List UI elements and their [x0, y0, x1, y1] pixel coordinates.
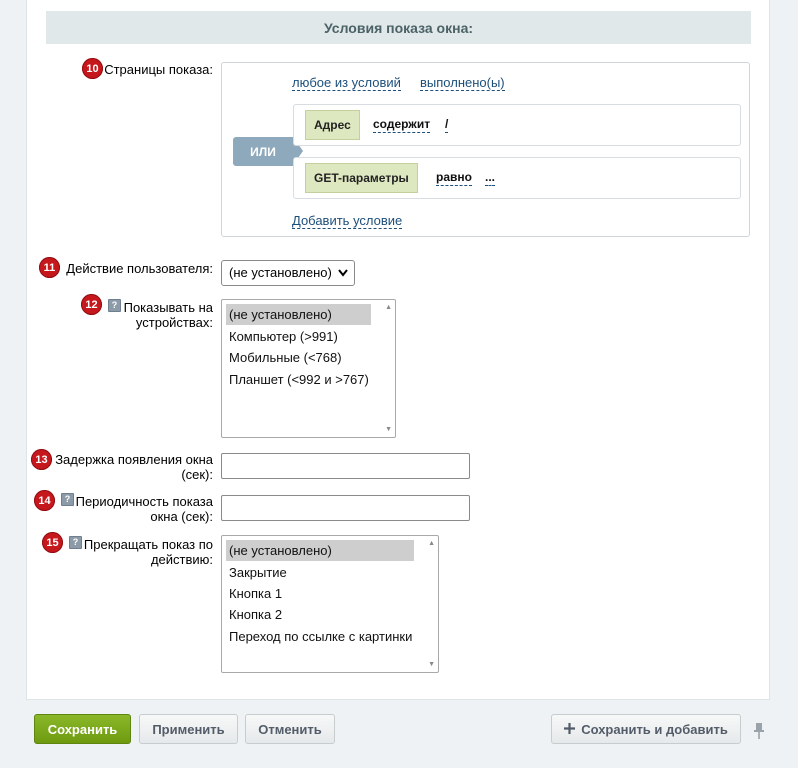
list-option[interactable]: (не установлено) [226, 540, 414, 561]
period-label-line1: Периодичность показа [75, 494, 213, 509]
list-option[interactable]: Кнопка 1 [229, 586, 283, 601]
scroll-up-icon[interactable]: ▲ [385, 304, 392, 311]
condition-field[interactable]: Адрес [305, 110, 360, 140]
mode-any-link[interactable]: любое из условий [292, 75, 401, 90]
plus-icon [564, 722, 575, 737]
period-label [70, 494, 213, 524]
devices-label-line1: Показывать на [123, 300, 213, 315]
stop-action-label-line2: действию: [150, 552, 213, 567]
stop-action-label-line1: Прекращать показ по [83, 537, 213, 552]
delay-label-line2: (сек): [181, 467, 213, 482]
step-badge-15: 15 [42, 532, 63, 553]
user-action-label: Действие пользователя: [66, 261, 213, 276]
step-badge-13: 13 [31, 449, 52, 470]
condition-field[interactable]: GET-параметры [305, 163, 418, 193]
delay-label [50, 452, 213, 482]
help-icon[interactable]: ? [69, 536, 82, 549]
devices-label-line2: устройствах: [135, 315, 213, 330]
condition-operator[interactable]: равно [436, 170, 472, 184]
add-condition-link[interactable]: Добавить условие [292, 213, 403, 228]
save-and-add-label: Сохранить и добавить [581, 721, 728, 737]
period-input[interactable] [221, 495, 470, 521]
delay-label-line1: Задержка появления окна [55, 452, 213, 467]
logic-operator[interactable]: ИЛИ [233, 137, 293, 166]
list-option[interactable]: Планшет (<992 и >767) [229, 372, 369, 387]
step-badge-12: 12 [81, 294, 102, 315]
condition-value[interactable]: / [445, 117, 449, 131]
condition-row [293, 104, 741, 146]
user-action-select[interactable] [221, 260, 355, 286]
list-option[interactable]: Мобильные (<768) [229, 350, 342, 365]
apply-button[interactable]: Применить [139, 714, 238, 744]
chevron-down-icon [338, 261, 348, 295]
condition-operator[interactable]: содержит [373, 117, 431, 131]
pages-label: Страницы показа: [104, 62, 213, 77]
condition-value[interactable]: ... [485, 170, 496, 184]
cancel-button[interactable]: Отменить [245, 714, 335, 744]
step-badge-14: 14 [34, 490, 55, 511]
period-label-line2: окна (сек): [150, 509, 213, 524]
user-action-value: (не установлено) [229, 265, 332, 280]
save-button[interactable]: Сохранить [34, 714, 131, 744]
list-option[interactable]: (не установлено) [226, 304, 371, 325]
save-and-add-button[interactable] [551, 714, 741, 744]
list-option[interactable]: Закрытие [229, 565, 287, 580]
step-badge-11: 11 [39, 257, 60, 278]
delay-input[interactable] [221, 453, 470, 479]
mode-done-link[interactable]: выполнено(ы) [420, 75, 505, 90]
scroll-up-icon[interactable]: ▲ [428, 540, 435, 547]
section-title: Условия показа окна: [46, 11, 751, 44]
stop-action-label [80, 537, 213, 567]
list-option[interactable]: Компьютер (>991) [229, 329, 338, 344]
list-option[interactable]: Кнопка 2 [229, 607, 283, 622]
scroll-down-icon[interactable]: ▼ [428, 661, 435, 668]
scroll-down-icon[interactable]: ▼ [385, 426, 392, 433]
list-option[interactable]: Переход по ссылке с картинки [229, 629, 413, 644]
help-icon[interactable]: ? [108, 299, 121, 312]
devices-listbox[interactable] [221, 299, 396, 438]
devices-label [110, 300, 213, 330]
step-badge-10: 10 [82, 58, 103, 79]
help-icon[interactable]: ? [61, 493, 74, 506]
stop-action-listbox[interactable] [221, 535, 439, 673]
condition-row [293, 157, 741, 199]
pin-icon[interactable] [752, 722, 766, 740]
